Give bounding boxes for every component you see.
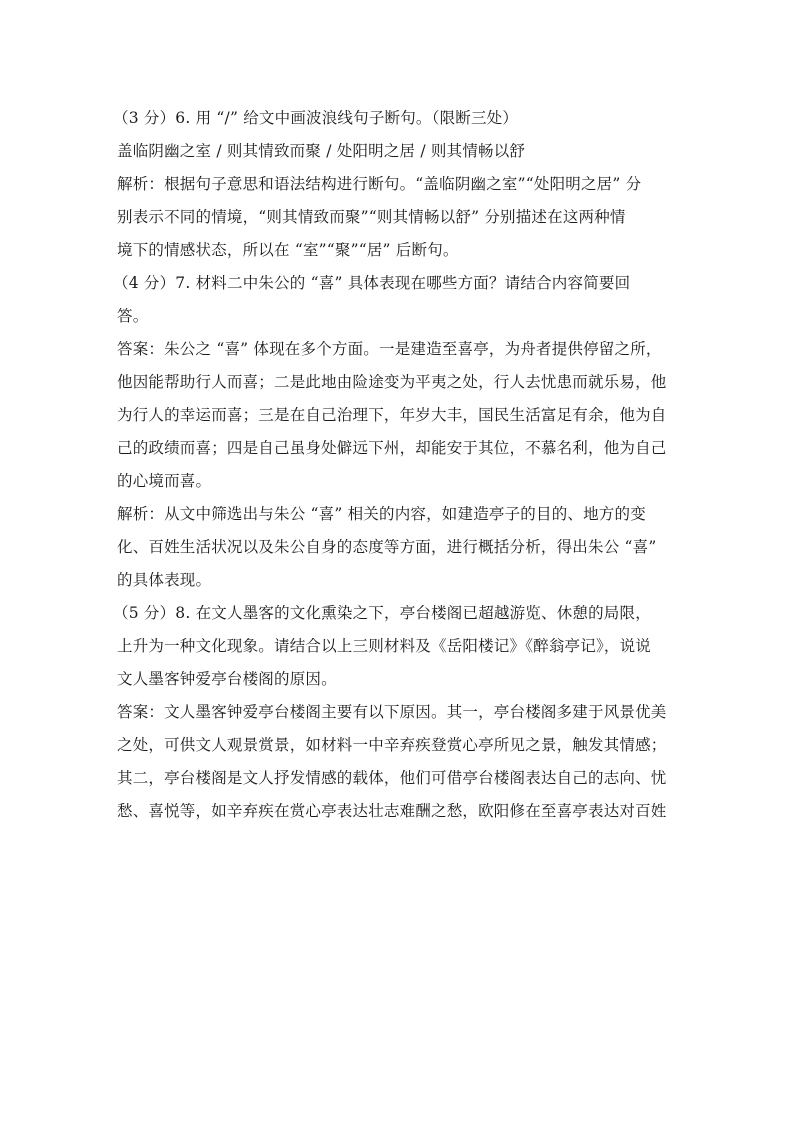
q8-question-line-2: 上升为一种文化现象。请结合以上三则材料及《岳阳楼记》《醉翁亭记》，说说: [117, 637, 652, 655]
q8-question-line-3: 文人墨客钟爱亭台楼阁的原因。: [117, 670, 337, 688]
q8-question-line-1: （5 分）8. 在文人墨客的文化熏染之下，亭台楼阁已超越游览、休憩的局限，: [113, 604, 651, 622]
q7-answer-line-4: 己的政绩而喜；四是自己虽身处僻远下州，却能安于其位，不慕名利，他为自己: [117, 439, 667, 457]
q7-analysis-line-1: 解析：从文中筛选出与朱公 “喜” 相关的内容，如建造亭子的目的、地方的变: [117, 505, 646, 523]
q7-question-line-2: 答。: [117, 307, 149, 325]
q7-question-line-1: （4 分）7. 材料二中朱公的 “喜” 具体表现在哪些方面？请结合内容简要回: [113, 274, 631, 292]
q7-answer-line-5: 的心境而喜。: [117, 472, 212, 490]
q8-answer-line-2: 之处，可供文人观景赏景，如材料一中辛弃疾登赏心亭所见之景，触发其情感；: [117, 736, 667, 754]
q7-answer-line-2: 他因能帮助行人而喜；二是此地由险途变为平夷之处，行人去忧患而就乐易，他: [117, 373, 667, 391]
q7-analysis-line-2: 化、百姓生活状况以及朱公自身的态度等方面，进行概括分析，得出朱公 “喜”: [117, 538, 657, 556]
q7-answer-line-1: 答案：朱公之 “喜” 体现在多个方面。一是建造至喜亭，为舟者提供停留之所，: [117, 340, 662, 358]
q8-answer-line-4: 愁、喜悦等，如辛弃疾在赏心亭表达壮志难酬之愁，欧阳修在至喜亭表达对百姓: [117, 802, 667, 820]
q6-question: （3 分）6. 用 “/” 给文中画波浪线句子断句。（限断三处）: [113, 109, 519, 127]
q7-analysis-line-3: 的具体表现。: [117, 571, 212, 589]
q6-analysis-line-3: 境下的情感状态，所以在 “室”“聚”“居” 后断句。: [117, 241, 459, 259]
q6-analysis-line-1: 解析：根据句子意思和语法结构进行断句。“盖临阴幽之室”“处阳明之居” 分: [117, 175, 642, 193]
q7-answer-line-3: 为行人的幸运而喜；三是在自己治理下，年岁大丰，国民生活富足有余，他为自: [117, 406, 667, 424]
q6-answer: 盖临阴幽之室 / 则其情致而聚 / 处阳明之居 / 则其情畅以舒: [117, 142, 526, 160]
document-page: [113, 102, 683, 828]
q6-analysis-line-2: 别表示不同的情境，“则其情致而聚”“则其情畅以舒” 分别描述在这两种情: [117, 208, 626, 226]
q8-answer-line-1: 答案：文人墨客钟爱亭台楼阁主要有以下原因。其一，亭台楼阁多建于风景优美: [117, 703, 667, 721]
q8-answer-line-3: 其二，亭台楼阁是文人抒发情感的载体，他们可借亭台楼阁表达自己的志向、忧: [117, 769, 667, 787]
